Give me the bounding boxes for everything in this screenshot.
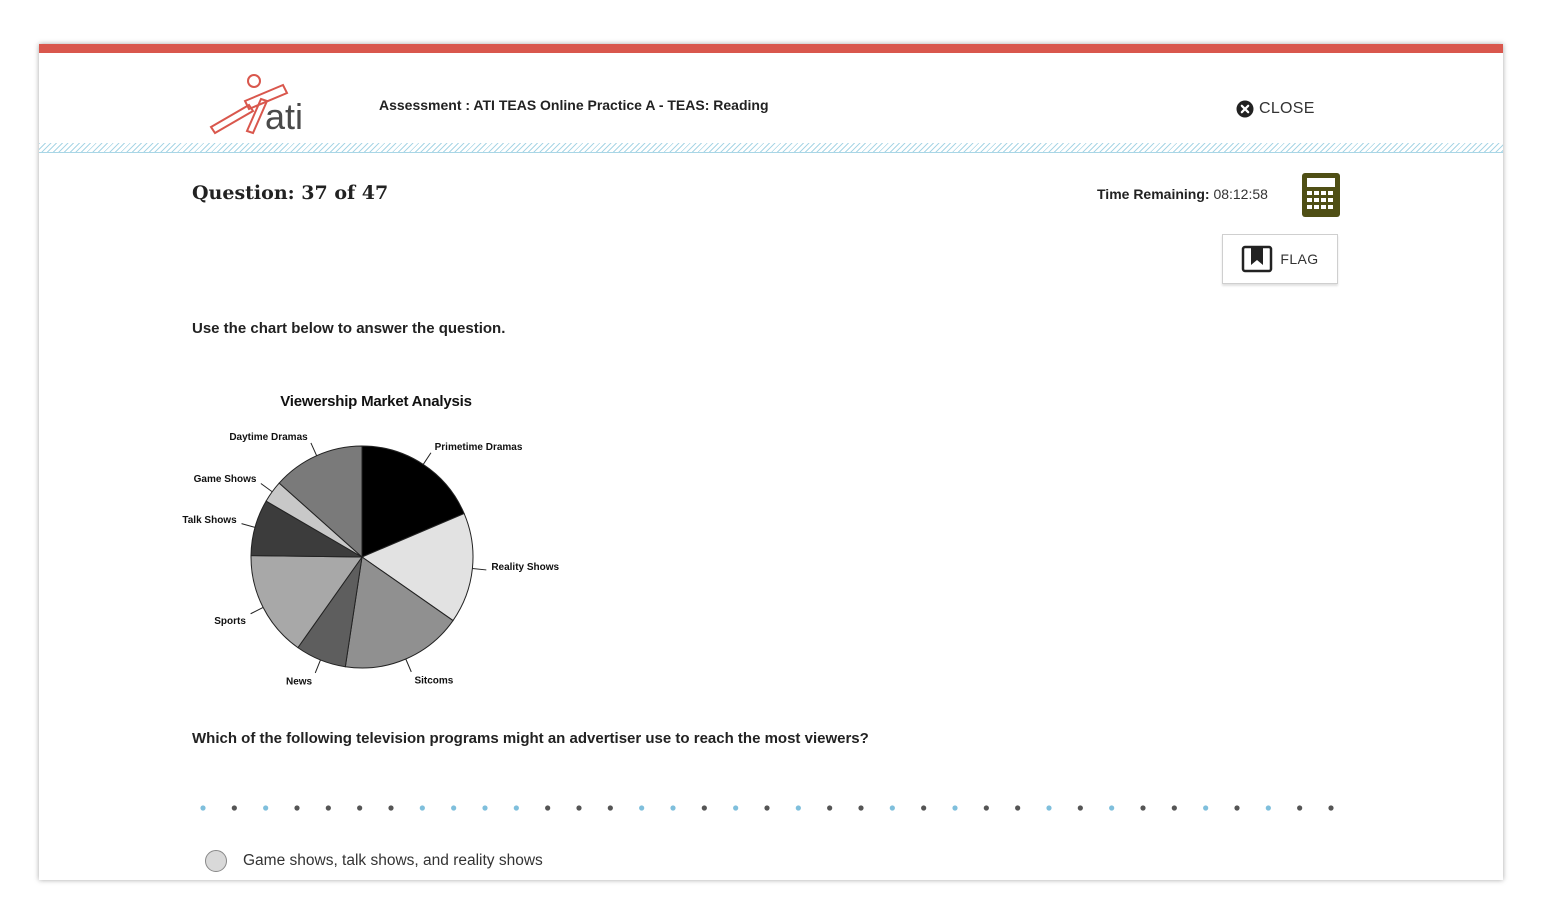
divider-dot [1172, 805, 1177, 810]
divider-dot [263, 805, 268, 810]
divider-dot [1109, 805, 1114, 810]
divider-dot [796, 805, 801, 810]
divider-dot [1046, 805, 1051, 810]
answer-option-a[interactable] [205, 848, 543, 874]
divider-dot [420, 805, 425, 810]
flag-button[interactable] [1222, 234, 1338, 284]
bookmark-icon [1241, 245, 1273, 273]
leader-line [311, 443, 317, 456]
leader-line [251, 607, 263, 613]
divider-dot [451, 805, 456, 810]
divider-dot [388, 805, 393, 810]
question-prompt: Which of the following television programs might an advertiser use to reach the most viewers? [192, 730, 869, 747]
divider-dot [984, 805, 989, 810]
divider-dot [200, 805, 205, 810]
slice-label: Talk Shows [182, 514, 237, 526]
pie-chart-svg [182, 384, 560, 694]
divider-dot [702, 805, 707, 810]
slice-label: Sports [214, 616, 246, 628]
svg-text:ati: ati [265, 96, 304, 137]
answer-option-label: Game shows, talk shows, and reality shows [243, 852, 543, 869]
divider-dot [326, 805, 331, 810]
slice-label: Primetime Dramas [434, 442, 523, 454]
divider-dot [1234, 805, 1239, 810]
leader-line [315, 660, 320, 673]
slice-label: Reality Shows [491, 562, 560, 574]
leader-line [472, 568, 486, 569]
assessment-title: Assessment : ATI TEAS Online Practice A - TEAS: Reading [379, 97, 769, 113]
divider-dot [1078, 805, 1083, 810]
header [39, 53, 1503, 145]
divider-dot [670, 805, 675, 810]
slice-label: Daytime Dramas [229, 432, 308, 444]
divider-dot [921, 805, 926, 810]
divider-dot [952, 805, 957, 810]
assessment-window [39, 44, 1503, 880]
divider-dot [1328, 805, 1333, 810]
ati-logo [209, 71, 321, 141]
divider-dot [1297, 805, 1302, 810]
divider-dot [545, 805, 550, 810]
slice-label: Game Shows [193, 473, 257, 485]
leader-line [423, 453, 431, 465]
divider-dot [764, 805, 769, 810]
divider-dot [733, 805, 738, 810]
instruction-text: Use the chart below to answer the question. [192, 320, 506, 337]
divider-dot [1203, 805, 1208, 810]
question-counter: Question: 37 of 47 [192, 182, 389, 204]
divider-dot [482, 805, 487, 810]
leader-line [406, 659, 412, 672]
leader-line [261, 484, 272, 492]
divider-dot [232, 805, 237, 810]
calculator-icon[interactable] [1301, 172, 1341, 218]
divider-dot [858, 805, 863, 810]
flag-label: FLAG [1280, 251, 1319, 267]
divider-dot [608, 805, 613, 810]
divider-dot [357, 805, 362, 810]
chart-title: Viewership Market Analysis [280, 393, 472, 410]
divider-dot [827, 805, 832, 810]
accent-bar [39, 44, 1503, 53]
divider-dot [890, 805, 895, 810]
dotted-divider [197, 802, 1337, 814]
header-divider [39, 143, 1503, 153]
leader-line [242, 524, 255, 528]
pie-chart [182, 384, 560, 694]
close-label: CLOSE [1259, 100, 1315, 117]
slice-label: Sitcoms [414, 675, 454, 687]
time-remaining [1097, 186, 1268, 202]
divider-dot [639, 805, 644, 810]
divider-dot [1266, 805, 1271, 810]
divider-dot [514, 805, 519, 810]
divider-dot [576, 805, 581, 810]
slice-label: News [286, 676, 313, 688]
close-button[interactable] [1236, 98, 1315, 120]
time-remaining-value: 08:12:58 [1213, 186, 1268, 202]
divider-dot [1015, 805, 1020, 810]
time-remaining-label: Time Remaining: [1097, 186, 1210, 202]
divider-dot [1140, 805, 1145, 810]
divider-dot [294, 805, 299, 810]
radio-button[interactable] [205, 850, 227, 872]
close-circle-icon [1236, 100, 1254, 118]
